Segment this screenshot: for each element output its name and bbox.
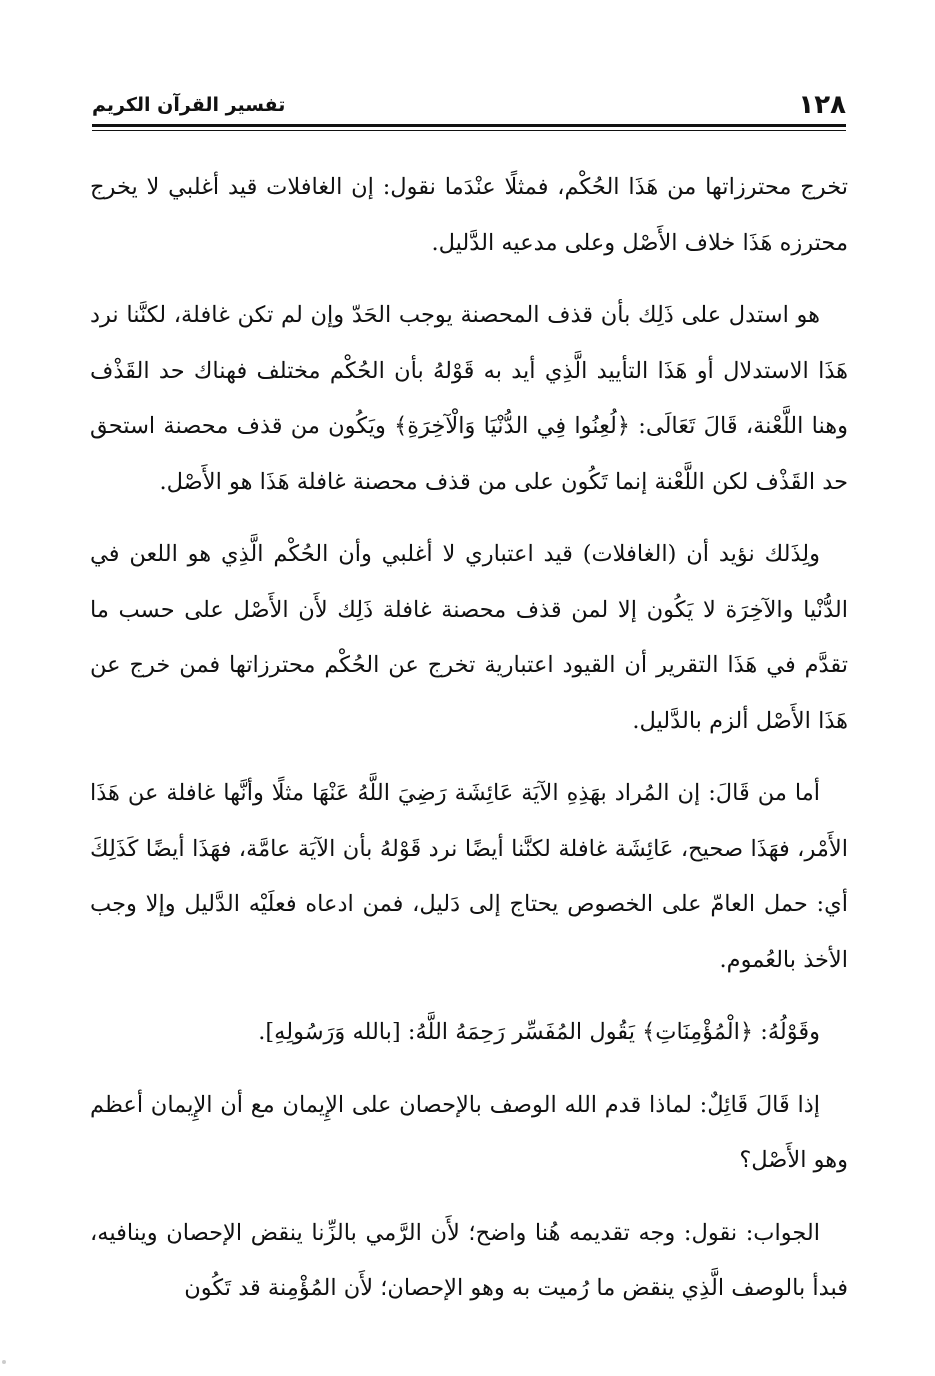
paragraph-6: إذا قَالَ قَائِلٌ: لماذا قدم الله الوصف بالإحصان على الإِيمان مع أن الإِيمان أعظم وهو الأَصْل؟ [90, 1091, 848, 1173]
page-header [92, 88, 846, 128]
running-title: تفسير القرآن الكريم [92, 94, 286, 116]
paragraph-4: أما من قَالَ: إن المُراد بهَذِهِ الآيَة عَائِشَة رَضِيَ اللَّهُ عَنْهَا مثلًا وأنَّها غافلة عن هَذَا الأَمْر، فهَذَا صحيح، عَائِشَة غافلة لكنَّنا أيضًا نرد قَوْلهُ بأن الآيَة عامَّة، فهَذَا أيضًا كَذَلِكَ أي: حمل العامّ على الخصوص يحتاج إلى دَليل، فمن ادعاه فعلَيْه الدَّليل وإلا وجب الأخذ بالعُموم. [90, 780, 848, 973]
scan-mark [2, 1360, 6, 1364]
body-text [90, 160, 848, 1334]
header-rule-thin [92, 130, 846, 131]
paragraph-5: وقَوْلُهُ: ﴿الْمُؤْمِنَاتِ﴾ يَقُول المُفَسِّر رَحِمَهُ اللَّهُ: [بالله وَرَسُولِهِ]. [258, 1019, 820, 1045]
paragraph-2: هو استدل على ذَلِك بأن قذف المحصنة يوجب الحَدّ وإن لم تكن غافلة، لكنَّنا نرد هَذَا الاستدلال أو هَذَا التأييد الَّذِي أيد به قَوْلهُ بأن الحُكْم مختلف فهناك حد القَذْف وهنا اللَّعْنة، قَالَ تَعَالَى: ﴿لُعِنُوا فِي الدُّنْيَا وَالْآخِرَةِ﴾ ويَكُون من قذف محصنة استحق حد القَذْف لكن اللَّعْنة إنما تَكُون على من قذف محصنة غافلة هَذَا هو الأَصْل. [90, 302, 848, 495]
paragraph-1: تخرج محترزاتها من هَذَا الحُكْم، فمثلًا عنْدَما نقول: إن الغافلات قيد أغلبي لا يخرج محترزه هَذَا خلاف الأَصْل وعلى مدعيه الدَّليل. [90, 174, 848, 256]
paragraph-7: الجواب: نقول: وجه تقديمه هُنا واضح؛ لأَن الرَّمي بالزِّنا ينقض الإحصان وينافيه، فبدأ بالوصف الَّذِي ينقض ما رُميت به وهو الإحصان؛ لأَن المُؤْمِنة قد تَكُون [90, 1219, 848, 1301]
page-number: ١٢٨ [798, 90, 846, 120]
paragraph-3: ولِذَلك نؤيد أن (الغافلات) قيد اعتباري لا أغلبي وأن الحُكْم الَّذِي هو اللعن في الدُّنْيا والآخِرَة لا يَكُون إلا لمن قذف محصنة غافلة ذَلِك لأَن الأَصْل على حسب ما تقدَّم في هَذَا التقرير أن القيود اعتبارية تخرج عن الحُكْم محترزاتها فمن خرج عن هَذَا الأَصْل ألزم بالدَّليل. [90, 541, 848, 734]
header-rule-thick [92, 124, 846, 127]
